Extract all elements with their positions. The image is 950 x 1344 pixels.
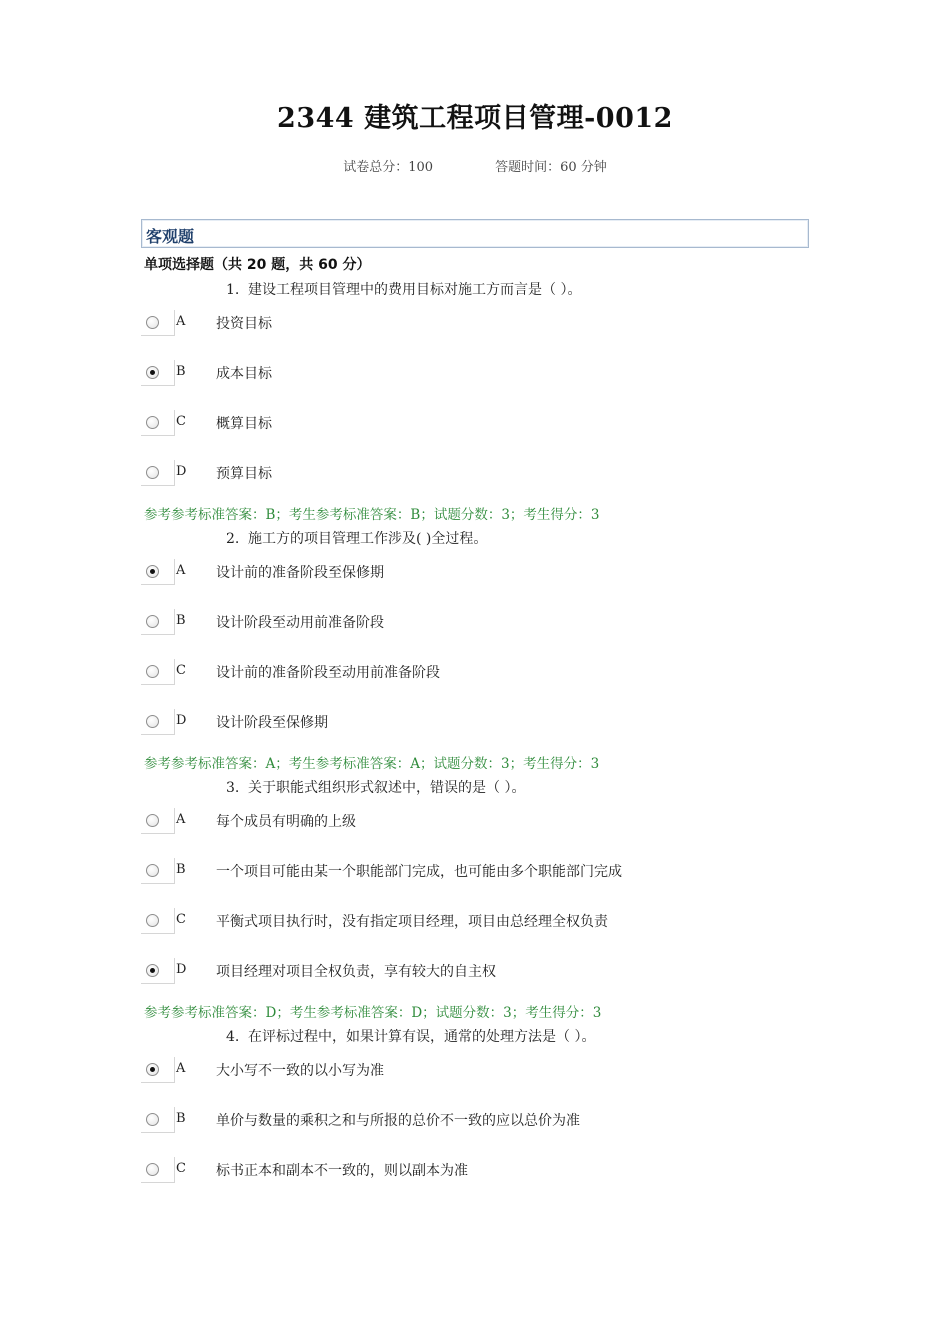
q3-option-c[interactable] [141,908,761,934]
option-letter: A [176,314,186,329]
q4-option-c[interactable] [141,1157,761,1183]
option-letter: A [176,812,186,827]
answer-summary-3: 参考参考标准答案：D；考生参考标准答案：D；试题分数：3；考生得分：3 [144,1005,602,1021]
option-text: 预算目标 [216,466,272,482]
radio-button[interactable] [146,1163,159,1176]
question-4 [226,1026,595,1046]
radio-button[interactable] [146,615,159,628]
radio-button[interactable] [146,914,159,927]
q2-option-a[interactable] [141,559,761,585]
option-letter: C [176,414,186,429]
radio-button[interactable] [146,466,159,479]
radio-button[interactable] [146,665,159,678]
q2-option-d[interactable] [141,709,761,735]
radio-button[interactable] [146,715,159,728]
option-text: 设计前的准备阶段至动用前准备阶段 [216,665,440,681]
option-letter: C [176,663,186,678]
section-title: 客观题 [146,229,195,246]
q1-option-c[interactable] [141,410,761,436]
option-text: 成本目标 [216,366,272,382]
exam-meta [0,156,950,175]
question-number: 4. [226,1029,240,1045]
exam-time: 答题时间：60 分钟 [495,160,607,175]
question-text: 施工方的项目管理工作涉及( )全过程。 [248,531,488,547]
q4-option-a[interactable] [141,1057,761,1083]
total-score: 试卷总分：100 [343,160,434,175]
answer-summary-2: 参考参考标准答案：A；考生参考标准答案：A；试题分数：3；考生得分：3 [144,756,600,772]
question-text: 建设工程项目管理中的费用目标对施工方而言是（ ）。 [248,282,582,298]
option-text: 平衡式项目执行时，没有指定项目经理，项目由总经理全权负责 [216,914,608,930]
radio-button[interactable] [146,864,159,877]
option-text: 概算目标 [216,416,272,432]
radio-button[interactable] [146,814,159,827]
option-text: 每个成员有明确的上级 [216,814,356,830]
option-letter: A [176,563,186,578]
question-1 [226,279,581,299]
option-letter: D [176,962,187,977]
question-group-title: 单项选择题（共 20 题，共 60 分） [144,257,371,273]
question-number: 1. [226,282,240,298]
page-title: 2344 建筑工程项目管理-0012 [277,103,673,134]
question-2 [226,528,487,548]
q2-option-b[interactable] [141,609,761,635]
radio-button-checked[interactable] [146,366,159,379]
q2-option-c[interactable] [141,659,761,685]
option-text: 项目经理对项目全权负责，享有较大的自主权 [216,964,496,980]
q3-option-b[interactable] [141,858,761,884]
q3-option-a[interactable] [141,808,761,834]
option-letter: D [176,464,187,479]
question-number: 3. [226,780,240,796]
option-text: 设计前的准备阶段至保修期 [216,565,384,581]
option-text: 一个项目可能由某一个职能部门完成，也可能由多个职能部门完成 [216,864,622,880]
answer-summary-1: 参考参考标准答案：B；考生参考标准答案：B；试题分数：3；考生得分：3 [144,507,600,523]
question-3 [226,777,525,797]
option-letter: B [176,1111,186,1126]
q4-option-b[interactable] [141,1107,761,1133]
radio-button[interactable] [146,316,159,329]
option-letter: C [176,912,186,927]
q1-option-d[interactable] [141,460,761,486]
option-text: 投资目标 [216,316,272,332]
radio-button-checked[interactable] [146,1063,159,1076]
option-letter: B [176,613,186,628]
option-text: 标书正本和副本不一致的，则以副本为准 [216,1163,468,1179]
option-text: 设计阶段至保修期 [216,715,328,731]
section-header [141,219,809,248]
question-text: 关于职能式组织形式叙述中，错误的是（ ）。 [248,780,526,796]
option-letter: D [176,713,187,728]
option-letter: C [176,1161,186,1176]
radio-button-checked[interactable] [146,964,159,977]
q1-option-a[interactable] [141,310,761,336]
radio-button[interactable] [146,1113,159,1126]
option-letter: B [176,364,186,379]
question-number: 2. [226,531,240,547]
option-text: 设计阶段至动用前准备阶段 [216,615,384,631]
option-text: 大小写不一致的以小写为准 [216,1063,384,1079]
q3-option-d[interactable] [141,958,761,984]
question-text: 在评标过程中，如果计算有误，通常的处理方法是（ ）。 [248,1029,596,1045]
q1-option-b[interactable] [141,360,761,386]
option-letter: A [176,1061,186,1076]
radio-button-checked[interactable] [146,565,159,578]
radio-button[interactable] [146,416,159,429]
option-text: 单价与数量的乘积之和与所报的总价不一致的应以总价为准 [216,1113,580,1129]
option-letter: B [176,862,186,877]
